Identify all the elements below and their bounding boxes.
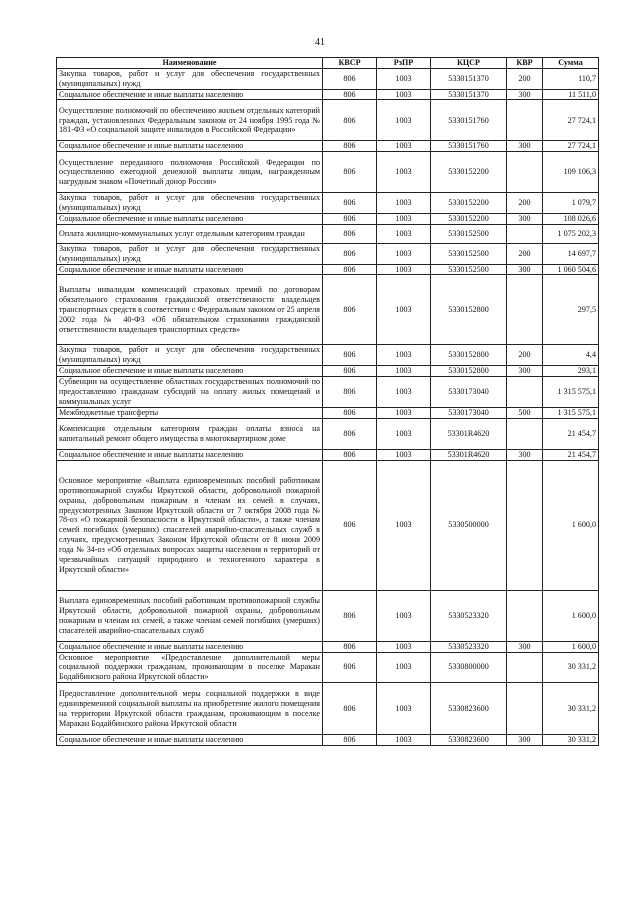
row-kvr: 300 xyxy=(507,641,543,652)
row-name: Межбюджетные трансферты xyxy=(57,408,323,419)
row-kcsr: 5330152800 xyxy=(431,275,507,345)
row-sum: 1 315 575,1 xyxy=(543,408,599,419)
row-rzpr: 1003 xyxy=(377,366,431,377)
row-kvsr: 806 xyxy=(323,683,377,735)
row-kvsr: 806 xyxy=(323,449,377,460)
row-kvsr: 806 xyxy=(323,590,377,641)
row-kvr: 200 xyxy=(507,345,543,366)
row-kcsr: 53301R4620 xyxy=(431,449,507,460)
row-name: Социальное обеспечение и иные выплаты населению xyxy=(57,214,323,225)
row-kvr xyxy=(507,224,543,243)
row-kvsr: 806 xyxy=(323,366,377,377)
table-row xyxy=(57,89,599,100)
table-row xyxy=(57,68,599,89)
row-sum: 110,7 xyxy=(543,68,599,89)
row-name: Социальное обеспечение и иные выплаты населению xyxy=(57,366,323,377)
row-kcsr: 5330151370 xyxy=(431,89,507,100)
row-rzpr: 1003 xyxy=(377,408,431,419)
row-name: Основное мероприятие «Выплата единовременных пособий работникам противопожарной службы Иркутской области, добровольной пожарной охраны, добровольным пожарным и членам их семей в случаях, предусмотренных Законом Иркутской области от 7 октября 2008 года № 78-оз «О пожарной безопасности в Иркутской области», а также членам семей погибших (умерших) спасателей аварийно-спасательных служб в случаях, предусмотренных Законом Иркутской области от 8 июня 2009 года № 34-оз «Об отдельных вопросах защиты населения и территорий от чрезвычайных ситуаций природного и техногенного характера в Иркутской области» xyxy=(57,460,323,590)
row-name: Выплаты инвалидам компенсаций страховых премий по договорам обязательного страхования гражданской ответственности владельцев транспортных средств в соответствии с Федеральным законом от 25 апреля 2002 года № 40-ФЗ «Об обязательном страховании гражданской ответственности владельцев транспортных средств» xyxy=(57,275,323,345)
row-kvr xyxy=(507,100,543,141)
row-sum: 21 454,7 xyxy=(543,449,599,460)
row-kvsr: 806 xyxy=(323,460,377,590)
row-kcsr: 5330152200 xyxy=(431,193,507,214)
row-sum: 297,5 xyxy=(543,275,599,345)
row-kvr: 300 xyxy=(507,264,543,275)
header-kvr: КВР xyxy=(507,58,543,69)
row-rzpr: 1003 xyxy=(377,460,431,590)
row-name: Закупка товаров, работ и услуг для обеспечения государственных (муниципальных) нужд xyxy=(57,345,323,366)
row-name: Социальное обеспечение и иные выплаты населению xyxy=(57,735,323,746)
row-kvr: 300 xyxy=(507,89,543,100)
row-kvr xyxy=(507,683,543,735)
row-rzpr: 1003 xyxy=(377,377,431,408)
row-rzpr: 1003 xyxy=(377,89,431,100)
row-kvr: 300 xyxy=(507,214,543,225)
row-name: Социальное обеспечение и иные выплаты населению xyxy=(57,449,323,460)
row-name: Субвенции на осуществление областных государственных полномочий по предоставлению гражданам субсидий на оплату жилых помещений и коммунальных услуг xyxy=(57,377,323,408)
row-kcsr: 5330152800 xyxy=(431,366,507,377)
row-kvr xyxy=(507,152,543,193)
row-sum: 1 079,7 xyxy=(543,193,599,214)
row-rzpr: 1003 xyxy=(377,214,431,225)
row-name: Закупка товаров, работ и услуг для обеспечения государственных (муниципальных) нужд xyxy=(57,68,323,89)
row-rzpr: 1003 xyxy=(377,141,431,152)
row-kvr: 500 xyxy=(507,408,543,419)
row-rzpr: 1003 xyxy=(377,152,431,193)
row-kvsr: 806 xyxy=(323,408,377,419)
row-kvsr: 806 xyxy=(323,100,377,141)
row-sum: 293,1 xyxy=(543,366,599,377)
row-kcsr: 5330152200 xyxy=(431,214,507,225)
row-kvsr: 806 xyxy=(323,193,377,214)
row-kcsr: 5330523320 xyxy=(431,641,507,652)
row-kvr: 300 xyxy=(507,366,543,377)
table-header-row xyxy=(57,58,599,69)
table-row xyxy=(57,408,599,419)
row-sum: 30 331,2 xyxy=(543,683,599,735)
row-name: Закупка товаров, работ и услуг для обеспечения государственных (муниципальных) нужд xyxy=(57,193,323,214)
row-name: Осуществление полномочий по обеспечению жильем отдельных категорий граждан, установленных Федеральным законом от 24 ноября 1995 года № 181-ФЗ «О социальной защите инвалидов в Российской Федерации» xyxy=(57,100,323,141)
row-sum: 109 106,3 xyxy=(543,152,599,193)
row-kvsr: 806 xyxy=(323,641,377,652)
row-kcsr: 5330523320 xyxy=(431,590,507,641)
row-kvsr: 806 xyxy=(323,224,377,243)
table-row xyxy=(57,418,599,449)
row-kcsr: 5330800000 xyxy=(431,652,507,683)
table-row xyxy=(57,345,599,366)
row-rzpr: 1003 xyxy=(377,641,431,652)
table-row xyxy=(57,590,599,641)
row-kvr xyxy=(507,275,543,345)
row-kvr xyxy=(507,590,543,641)
row-kvr: 200 xyxy=(507,243,543,264)
row-kvsr: 806 xyxy=(323,418,377,449)
row-kvr: 300 xyxy=(507,449,543,460)
page-number: 41 xyxy=(315,37,325,48)
row-kcsr: 5330151760 xyxy=(431,100,507,141)
row-name: Осуществление переданного полномочия Российской Федерации по осуществлению ежегодной денежной выплаты лицам, награжденным нагрудным знаком «Почетный донор России» xyxy=(57,152,323,193)
row-kvsr: 806 xyxy=(323,652,377,683)
row-name: Социальное обеспечение и иные выплаты населению xyxy=(57,89,323,100)
row-sum: 4,4 xyxy=(543,345,599,366)
row-kcsr: 5330823600 xyxy=(431,683,507,735)
row-kvr: 300 xyxy=(507,735,543,746)
row-kcsr: 5330173040 xyxy=(431,408,507,419)
header-name: Наименование xyxy=(57,58,323,69)
row-kvr: 200 xyxy=(507,193,543,214)
row-kvsr: 806 xyxy=(323,214,377,225)
row-sum: 1 075 202,3 xyxy=(543,224,599,243)
header-kvsr: КВСР xyxy=(323,58,377,69)
row-rzpr: 1003 xyxy=(377,683,431,735)
header-kcsr: КЦСР xyxy=(431,58,507,69)
row-name: Социальное обеспечение и иные выплаты населению xyxy=(57,641,323,652)
row-kvr: 200 xyxy=(507,68,543,89)
table-row xyxy=(57,735,599,746)
row-rzpr: 1003 xyxy=(377,652,431,683)
row-kvr xyxy=(507,460,543,590)
row-kvsr: 806 xyxy=(323,152,377,193)
row-rzpr: 1003 xyxy=(377,735,431,746)
row-kvsr: 806 xyxy=(323,68,377,89)
table-row xyxy=(57,193,599,214)
row-name: Основное мероприятие «Предоставление дополнительной меры социальной поддержки гражданам, проживающим в поселке Маракан Бодайбинского района Иркутской области» xyxy=(57,652,323,683)
row-kvr xyxy=(507,377,543,408)
table-row xyxy=(57,243,599,264)
table-row xyxy=(57,366,599,377)
row-kcsr: 5330152500 xyxy=(431,224,507,243)
row-kcsr: 53301R4620 xyxy=(431,418,507,449)
row-kvsr: 806 xyxy=(323,141,377,152)
row-sum: 1 600,0 xyxy=(543,460,599,590)
row-rzpr: 1003 xyxy=(377,243,431,264)
row-kcsr: 5330152200 xyxy=(431,152,507,193)
row-sum: 27 724,1 xyxy=(543,100,599,141)
table-row xyxy=(57,264,599,275)
row-sum: 1 315 575,1 xyxy=(543,377,599,408)
row-sum: 27 724,1 xyxy=(543,141,599,152)
row-sum: 14 697,7 xyxy=(543,243,599,264)
row-kvr xyxy=(507,652,543,683)
row-rzpr: 1003 xyxy=(377,345,431,366)
table-row xyxy=(57,641,599,652)
row-kvr: 300 xyxy=(507,141,543,152)
row-name: Социальное обеспечение и иные выплаты населению xyxy=(57,141,323,152)
row-sum: 30 331,2 xyxy=(543,735,599,746)
table-row xyxy=(57,460,599,590)
row-name: Предоставление дополнительной меры социальной поддержки в виде единовременной социальной выплаты на приобретение жилого помещения на территории Иркутской области гражданам, проживающим в поселке Маракан Бодайбинского района Иркутской области xyxy=(57,683,323,735)
row-kvsr: 806 xyxy=(323,275,377,345)
row-sum: 30 331,2 xyxy=(543,652,599,683)
table-row xyxy=(57,449,599,460)
table-row xyxy=(57,100,599,141)
row-sum: 21 454,7 xyxy=(543,418,599,449)
row-name: Компенсация отдельным категориям граждан оплаты взноса на капитальный ремонт общего имущества в многоквартирном доме xyxy=(57,418,323,449)
header-rzpr: РзПР xyxy=(377,58,431,69)
row-name: Закупка товаров, работ и услуг для обеспечения государственных (муниципальных) нужд xyxy=(57,243,323,264)
budget-table xyxy=(56,57,599,746)
row-kvsr: 806 xyxy=(323,243,377,264)
table-row xyxy=(57,224,599,243)
row-sum: 1 600,0 xyxy=(543,590,599,641)
row-kcsr: 5330152500 xyxy=(431,243,507,264)
row-rzpr: 1003 xyxy=(377,224,431,243)
table-row xyxy=(57,377,599,408)
row-kcsr: 5330151760 xyxy=(431,141,507,152)
row-kvsr: 806 xyxy=(323,264,377,275)
row-sum: 11 511,0 xyxy=(543,89,599,100)
row-sum: 108 026,6 xyxy=(543,214,599,225)
row-name: Оплата жилищно-коммунальных услуг отдельным категориям граждан xyxy=(57,224,323,243)
row-rzpr: 1003 xyxy=(377,68,431,89)
row-sum: 1 600,0 xyxy=(543,641,599,652)
table-row xyxy=(57,652,599,683)
row-rzpr: 1003 xyxy=(377,449,431,460)
row-rzpr: 1003 xyxy=(377,418,431,449)
row-sum: 1 060 504,6 xyxy=(543,264,599,275)
row-kcsr: 5330152500 xyxy=(431,264,507,275)
row-rzpr: 1003 xyxy=(377,264,431,275)
table-row xyxy=(57,152,599,193)
row-kvsr: 806 xyxy=(323,89,377,100)
row-kvr xyxy=(507,418,543,449)
row-name: Социальное обеспечение и иные выплаты населению xyxy=(57,264,323,275)
table-row xyxy=(57,214,599,225)
row-rzpr: 1003 xyxy=(377,100,431,141)
row-kvsr: 806 xyxy=(323,377,377,408)
table-body xyxy=(57,68,599,745)
table-row xyxy=(57,141,599,152)
table-row xyxy=(57,683,599,735)
row-kvsr: 806 xyxy=(323,735,377,746)
row-rzpr: 1003 xyxy=(377,590,431,641)
header-sum: Сумма xyxy=(543,58,599,69)
row-kvsr: 806 xyxy=(323,345,377,366)
row-rzpr: 1003 xyxy=(377,193,431,214)
row-kcsr: 5330823600 xyxy=(431,735,507,746)
row-kcsr: 5330151370 xyxy=(431,68,507,89)
row-kcsr: 5330152800 xyxy=(431,345,507,366)
table-row xyxy=(57,275,599,345)
row-name: Выплата единовременных пособий работникам противопожарной службы Иркутской области, добровольной пожарной охраны, добровольным пожарным и членам их семей, а также членам семей погибших (умерших) спасателей аварийно-спасательных служб xyxy=(57,590,323,641)
row-rzpr: 1003 xyxy=(377,275,431,345)
row-kcsr: 5330500000 xyxy=(431,460,507,590)
row-kcsr: 5330173040 xyxy=(431,377,507,408)
